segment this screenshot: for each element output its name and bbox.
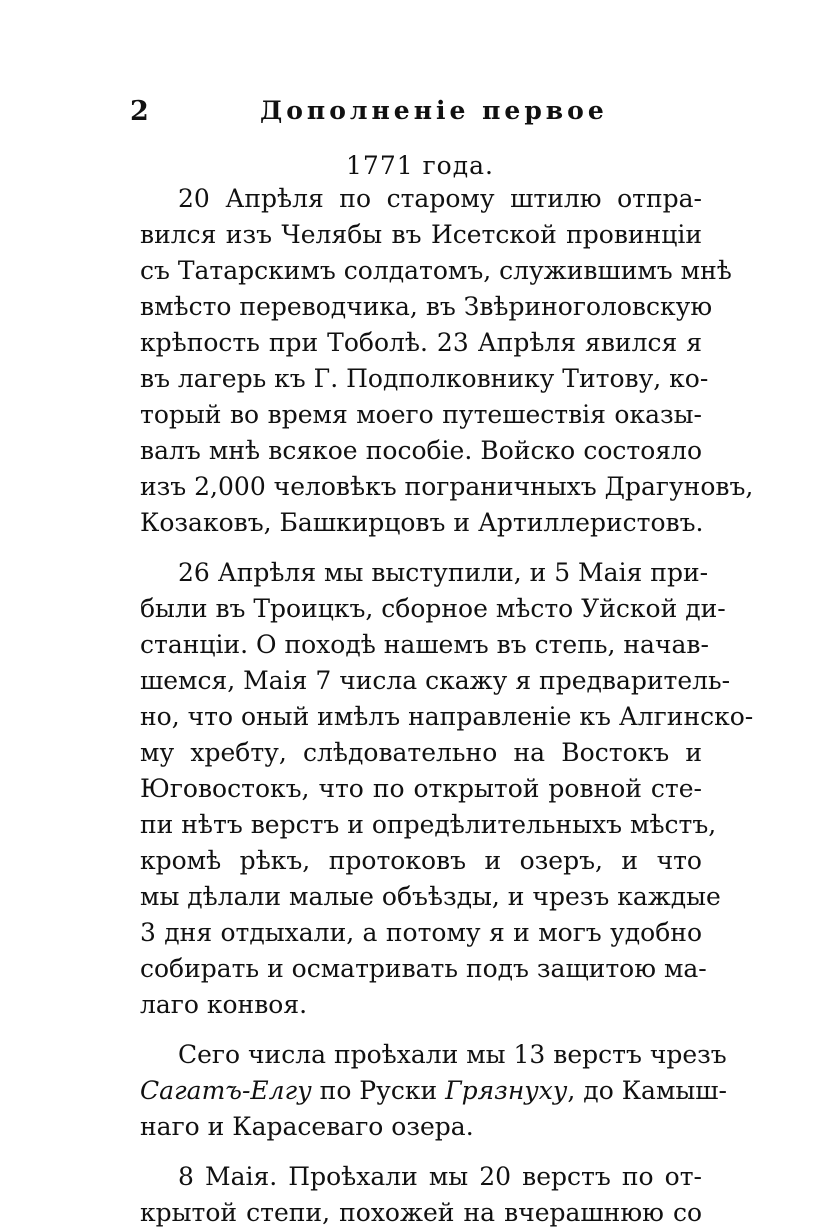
place-name-italic: Грязнуху (445, 1076, 568, 1105)
text-line: собирать и осматривать подъ защитою ма- (140, 954, 707, 983)
text-line: въ лагерь къ Г. Подполковнику Титову, ко- (140, 364, 709, 393)
text-line: 8 Маія. Проѣхали мы 20 верстъ по от- (178, 1162, 702, 1191)
text-line: му хребту, слѣдовательно на Востокъ и (140, 738, 702, 767)
text-line: 20 Апрѣля по старому штилю отпра- (178, 184, 702, 213)
text-line: лаго конвоя. (140, 990, 308, 1019)
text-line: съ Татарскимъ солдатомъ, служившимъ мнѣ (140, 256, 732, 285)
body-text (140, 181, 754, 1231)
text-line: но, что оный имѣлъ направленіе къ Алгинско- (140, 702, 754, 731)
text-line: станціи. О походѣ нашемъ въ степь, начав- (140, 630, 709, 659)
text-line: вился изъ Челябы въ Исетской провинціи (140, 220, 702, 249)
text-line: изъ 2,000 человѣкъ пограничныхъ Драгуновъ, (140, 472, 754, 501)
text-line: торый во время моего путешествія оказы- (140, 400, 702, 429)
date-heading: 1771 года. (346, 151, 494, 180)
text-line: 3 дня отдыхали, а потому я и могъ удобно (140, 918, 702, 947)
text-line: 26 Апрѣля мы выступили, и 5 Маія при- (178, 558, 709, 587)
text-line: Юговостокъ, что по открытой ровной сте- (140, 774, 702, 803)
text-line: вмѣсто переводчика, въ Звѣриноголовскую (140, 292, 713, 321)
text-line: наго и Карасеваго озера. (140, 1112, 474, 1141)
text-span: по Руски (311, 1076, 446, 1105)
text-span: , до Камыш- (567, 1076, 727, 1105)
text-line: крытой степи, похожей на вчерашнюю со (140, 1198, 702, 1227)
page-number: 2 (130, 96, 149, 127)
text-line: Сего числа проѣхали мы 13 верстъ чрезъ (178, 1040, 727, 1069)
place-name-italic: Сагатъ-Елгу (140, 1076, 312, 1105)
text-line: шемся, Маія 7 числа скажу я предваритель- (140, 666, 731, 695)
text-line: мы дѣлали малые объѣзды, и чрезъ каждые (140, 882, 721, 911)
text-line: были въ Троицкъ, сборное мѣсто Уйской ди- (140, 594, 726, 623)
text-line (140, 1073, 727, 1109)
text-line: крѣпость при Тоболѣ. 23 Апрѣля явился я (140, 328, 702, 357)
text-line: пи нѣтъ верстъ и опредѣлительныхъ мѣстъ, (140, 810, 717, 839)
text-line: валъ мнѣ всякое пособіе. Войско состояло (140, 436, 702, 465)
page-header (130, 96, 720, 136)
running-head: Дополненіе первое (260, 96, 608, 125)
text-line: кромѣ рѣкъ, протоковъ и озеръ, и что (140, 846, 702, 875)
text-line: Козаковъ, Башкирцовъ и Артиллеристовъ. (140, 508, 704, 537)
